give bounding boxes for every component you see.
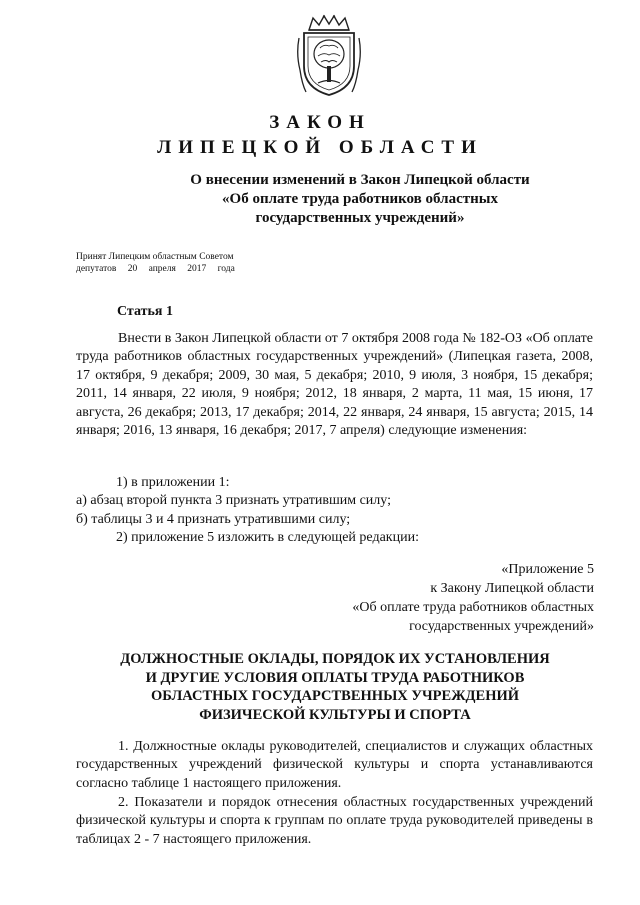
section-title: ДОЛЖНОСТНЫЕ ОКЛАДЫ, ПОРЯДОК ИХ УСТАНОВЛЕНИЯ И ДРУГИЕ УСЛОВИЯ ОПЛАТЫ ТРУДА РАБОТНИКОВ ОБЛАСТНЫХ ГОСУДАРСТВЕННЫХ УЧРЕЖДЕНИЙ ФИЗИЧЕСКОЙ КУЛЬТУРЫ И СПОРТА (120, 651, 550, 723)
article-intro-paragraph: Внести в Закон Липецкой области от 7 октября 2008 года № 182-ОЗ «Об оплате труда работников областных государственных учреждений» (Липецкая газета, 2008, 17 октября, 9 декабря; 2009, 30 мая, 5 декабря; 2010, 9 июля, 3 ноября, 15 декабря; 2011, 14 января, 22 июля, 9 ноября; 2012, 18 января, 2 марта, 11 мая, 15 июня, 17 августа, 26 декабря; 2013, 17 декабря; 2014, 22 января, 24 января, 15 августа; 2015, 14 января; 2016, 13 января, 16 декабря; 2017, 7 апреля) следующие изменения: (76, 331, 593, 439)
list-item: а) абзац второй пункта 3 признать утратившим силу; (76, 493, 391, 508)
law-region: ЛИПЕЦКОЙ ОБЛАСТИ (157, 137, 483, 158)
changes-list (76, 492, 391, 529)
adoption-note: Принят Липецким областным Советом депутатов 20 апреля 2017 года (76, 252, 235, 274)
coat-of-arms-icon (296, 14, 362, 98)
list-item: б) таблицы 3 и 4 признать утратившими силу; (76, 511, 351, 527)
changes-list (116, 529, 419, 548)
law-title: ЗАКОН (269, 112, 371, 133)
law-subject: О внесении изменений в Закон Липецкой области «Об оплате труда работников областных государственных учреждений» (190, 172, 530, 226)
point-1-paragraph: 1. Должностные оклады руководителей, специалистов и служащих областных государственных учреждений физической культуры и спорта устанавливаются согласно таблице 1 настоящего приложения. (76, 739, 593, 791)
article-heading: Статья 1 (117, 304, 173, 319)
point-2-paragraph: 2. Показатели и порядок отнесения областных государственных учреждений физической культуры и спорта к группам по оплате труда руководителей приведены в таблицах 2 - 7 настоящего приложения. (76, 795, 593, 847)
list-item: 2) приложение 5 изложить в следующей редакции: (116, 530, 419, 545)
changes-list (116, 474, 229, 493)
list-item: 1) в приложении 1: (116, 475, 230, 490)
appendix-heading: «Приложение 5 к Закону Липецкой области «Об оплате труда работников областных государственных учреждений» (352, 562, 594, 634)
